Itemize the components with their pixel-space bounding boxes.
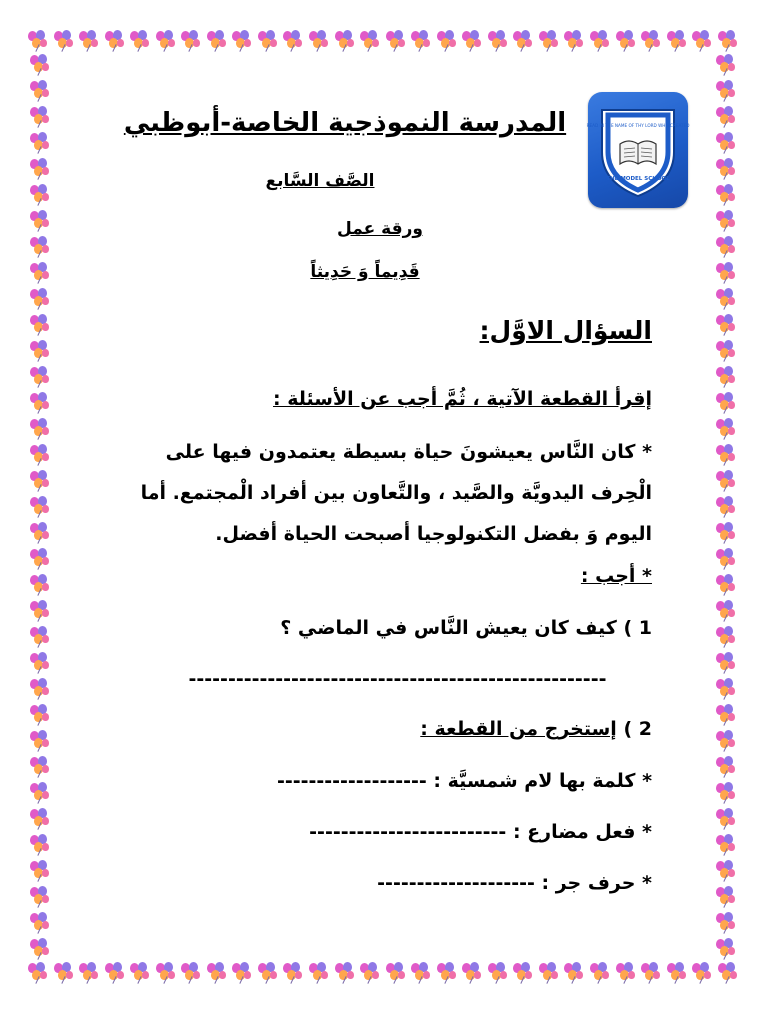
balloon-icon: [716, 340, 738, 362]
balloon-icon: [716, 236, 738, 258]
school-crest-icon: [588, 92, 688, 208]
question-2: [420, 718, 652, 740]
balloon-icon: [181, 962, 203, 984]
balloon-icon: [716, 808, 738, 830]
balloon-icon: [716, 860, 738, 882]
item-label: * فعل مضارع :: [512, 821, 652, 843]
balloon-icon: [30, 314, 52, 336]
balloon-icon: [616, 30, 638, 52]
balloon-icon: [718, 962, 740, 984]
balloon-icon: [30, 392, 52, 414]
balloon-icon: [716, 418, 738, 440]
balloon-icon: [692, 962, 714, 984]
balloon-icon: [616, 962, 638, 984]
balloon-icon: [641, 30, 663, 52]
balloon-icon: [30, 548, 52, 570]
balloon-icon: [360, 962, 382, 984]
balloon-icon: [716, 548, 738, 570]
item-label: * كلمة بها لام شمسيَّة :: [433, 770, 652, 792]
balloon-icon: [335, 30, 357, 52]
item-blank[interactable]: -------------------: [276, 770, 427, 792]
balloon-icon: [716, 938, 738, 960]
balloon-icon: [283, 30, 305, 52]
balloon-icon: [437, 962, 459, 984]
balloon-icon: [564, 30, 586, 52]
balloon-icon: [590, 962, 612, 984]
balloon-icon: [667, 30, 689, 52]
school-crest-graphic: [586, 100, 690, 200]
balloon-icon: [30, 470, 52, 492]
balloon-icon: [30, 652, 52, 674]
balloon-icon: [641, 962, 663, 984]
balloon-icon: [716, 600, 738, 622]
balloon-icon: [411, 962, 433, 984]
balloon-icon: [539, 962, 561, 984]
balloon-icon: [79, 30, 101, 52]
balloon-border-bottom: [28, 960, 740, 986]
balloon-icon: [30, 262, 52, 284]
balloon-icon: [437, 30, 459, 52]
balloon-icon: [54, 30, 76, 52]
balloon-icon: [30, 158, 52, 180]
item-blank[interactable]: -------------------------: [309, 821, 507, 843]
balloon-icon: [716, 444, 738, 466]
topic-title: قَدِيماً وَ حَدِيثاً: [310, 262, 420, 282]
balloon-icon: [716, 496, 738, 518]
item-blank[interactable]: --------------------: [377, 872, 535, 894]
balloon-icon: [30, 782, 52, 804]
question-2-number: 2 ): [623, 718, 652, 740]
balloon-icon: [54, 962, 76, 984]
answer-label: * أجب :: [580, 565, 652, 587]
balloon-icon: [30, 210, 52, 232]
balloon-icon: [716, 54, 738, 76]
balloon-icon: [30, 834, 52, 856]
balloon-icon: [28, 30, 50, 52]
balloon-icon: [488, 30, 510, 52]
balloon-icon: [716, 470, 738, 492]
balloon-icon: [716, 522, 738, 544]
balloon-icon: [716, 366, 738, 388]
balloon-icon: [156, 30, 178, 52]
balloon-icon: [716, 210, 738, 232]
balloon-icon: [335, 962, 357, 984]
balloon-icon: [513, 30, 535, 52]
balloon-icon: [716, 834, 738, 856]
balloon-icon: [30, 938, 52, 960]
question-1: [280, 617, 652, 639]
balloon-icon: [30, 340, 52, 362]
balloon-icon: [564, 962, 586, 984]
balloon-icon: [232, 962, 254, 984]
balloon-icon: [232, 30, 254, 52]
balloon-icon: [716, 886, 738, 908]
balloon-icon: [79, 962, 101, 984]
balloon-icon: [716, 288, 738, 310]
question-1-number: 1 ): [623, 617, 652, 639]
balloon-icon: [386, 30, 408, 52]
logo-motto: READ IN THE NAME OF THY LORD WHO CREATED: [586, 123, 690, 128]
extract-item-preposition: [377, 872, 652, 894]
balloon-icon: [411, 30, 433, 52]
question-2-text: إستخرج من القطعة :: [420, 718, 617, 740]
balloon-icon: [360, 30, 382, 52]
balloon-icon: [30, 678, 52, 700]
balloon-icon: [105, 30, 127, 52]
balloon-icon: [30, 444, 52, 466]
question-1-text: كيف كان يعيش النَّاس في الماضي ؟: [280, 617, 617, 639]
balloon-icon: [258, 962, 280, 984]
balloon-icon: [716, 314, 738, 336]
balloon-icon: [30, 600, 52, 622]
balloon-icon: [30, 756, 52, 778]
worksheet-label: ورقة عمل: [337, 219, 423, 239]
school-name: المدرسة النموذجية الخاصة-أبوظبي: [123, 108, 567, 138]
balloon-icon: [716, 80, 738, 102]
balloon-icon: [716, 730, 738, 752]
balloon-icon: [181, 30, 203, 52]
balloon-icon: [130, 30, 152, 52]
balloon-icon: [105, 962, 127, 984]
extract-item-present-verb: [309, 821, 652, 843]
balloon-icon: [30, 366, 52, 388]
balloon-icon: [30, 80, 52, 102]
balloon-icon: [30, 418, 52, 440]
balloon-icon: [30, 704, 52, 726]
balloon-icon: [462, 30, 484, 52]
balloon-icon: [667, 962, 689, 984]
balloon-icon: [30, 106, 52, 128]
balloon-icon: [590, 30, 612, 52]
balloon-icon: [156, 962, 178, 984]
balloon-border-left: [28, 54, 54, 960]
balloon-icon: [513, 962, 535, 984]
balloon-icon: [28, 962, 50, 984]
balloon-icon: [30, 496, 52, 518]
balloon-icon: [462, 962, 484, 984]
balloon-icon: [30, 288, 52, 310]
balloon-icon: [488, 962, 510, 984]
balloon-icon: [207, 30, 229, 52]
balloon-icon: [30, 184, 52, 206]
balloon-icon: [716, 158, 738, 180]
balloon-icon: [692, 30, 714, 52]
reading-passage: * كان النَّاس يعيشونَ حياة بسيطة يعتمدون فيها على الْحِرف اليدويَّة والصَّيد ، والتَّعاون بين أفراد الْمجتمع. أما اليوم وَ بفضل التكنولوجيا أصبحت الحياة أفضل.: [140, 441, 652, 545]
balloon-icon: [30, 808, 52, 830]
balloon-icon: [30, 860, 52, 882]
balloon-icon: [716, 678, 738, 700]
balloon-icon: [30, 522, 52, 544]
balloon-icon: [258, 30, 280, 52]
balloon-border-right: [714, 54, 740, 960]
balloon-icon: [30, 886, 52, 908]
balloon-icon: [30, 730, 52, 752]
balloon-icon: [130, 962, 152, 984]
answer-line[interactable]: -----------------------------------------------------: [188, 668, 607, 690]
balloon-icon: [716, 392, 738, 414]
logo-text: THE MODEL SCHOOL: [606, 176, 670, 182]
balloon-border-top: [28, 28, 740, 54]
balloon-icon: [716, 262, 738, 284]
question-title: السؤال الاوَّل:: [479, 316, 652, 345]
balloon-icon: [716, 132, 738, 154]
balloon-icon: [309, 962, 331, 984]
grade-label: الصَّف السَّابع: [265, 171, 375, 191]
balloon-icon: [30, 236, 52, 258]
balloon-icon: [386, 962, 408, 984]
balloon-icon: [207, 962, 229, 984]
balloon-icon: [30, 912, 52, 934]
balloon-icon: [30, 626, 52, 648]
balloon-icon: [716, 184, 738, 206]
balloon-icon: [716, 106, 738, 128]
balloon-icon: [30, 132, 52, 154]
balloon-icon: [283, 962, 305, 984]
balloon-icon: [309, 30, 331, 52]
extract-item-sun-letter: [277, 770, 652, 792]
item-label: * حرف جر :: [541, 872, 652, 894]
balloon-icon: [716, 782, 738, 804]
balloon-icon: [716, 912, 738, 934]
balloon-icon: [716, 704, 738, 726]
instruction: إقرأ القطعة الآتية ، ثُمَّ أجب عن الأسئلة :: [273, 388, 652, 410]
balloon-icon: [716, 756, 738, 778]
balloon-icon: [30, 574, 52, 596]
balloon-icon: [716, 626, 738, 648]
balloon-icon: [716, 574, 738, 596]
balloon-icon: [716, 652, 738, 674]
balloon-icon: [30, 54, 52, 76]
balloon-icon: [718, 30, 740, 52]
balloon-icon: [539, 30, 561, 52]
